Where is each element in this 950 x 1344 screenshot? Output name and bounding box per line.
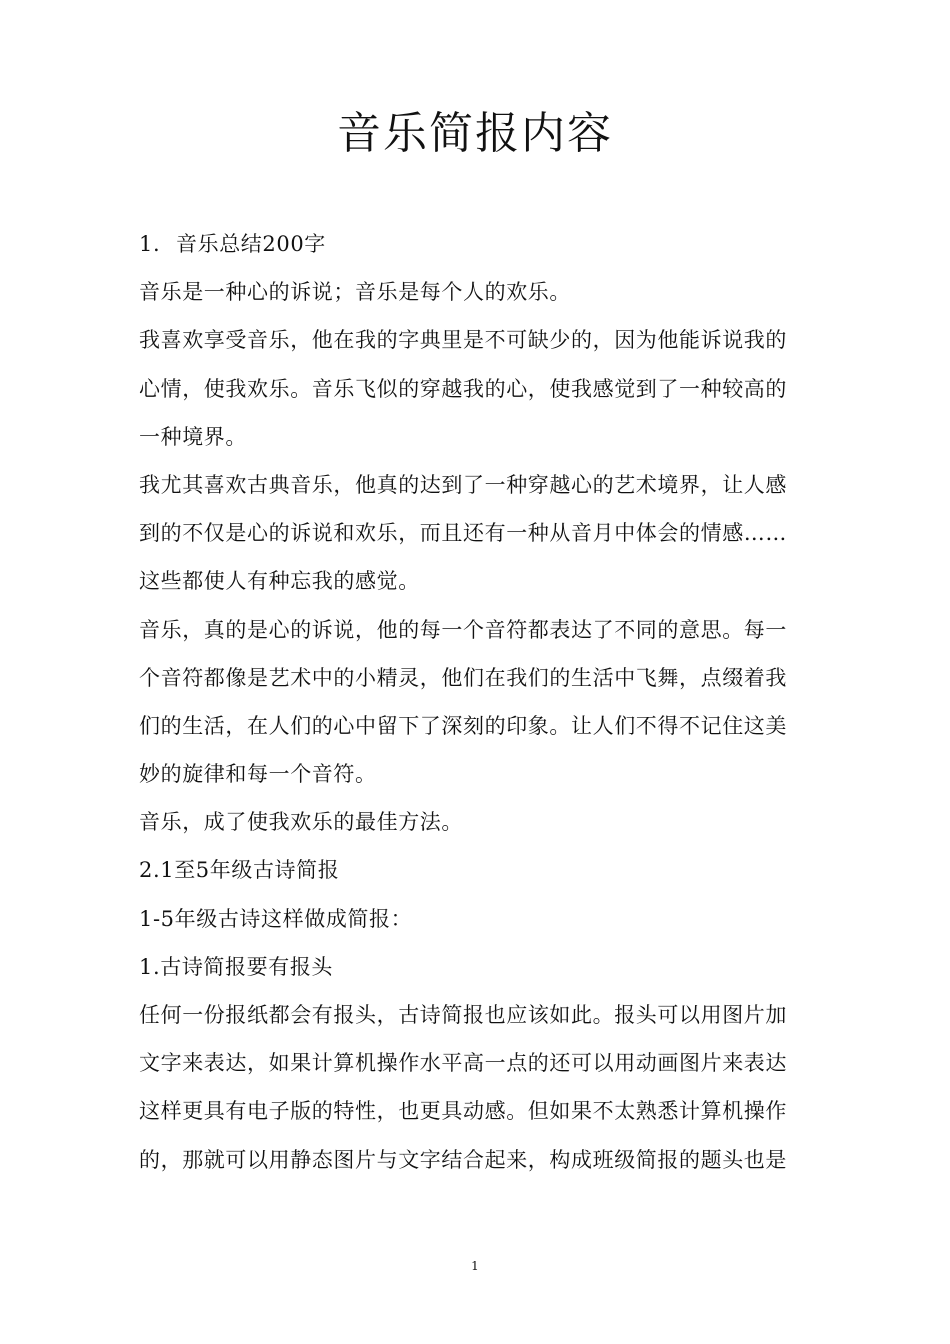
paragraph-line: 一种境界。 (139, 424, 247, 449)
paragraph-line: 的，那就可以用静态图片与文字结合起来，构成班级简报的题头也是 (139, 1147, 787, 1172)
paragraph-line: 个音符都像是艺术中的小精灵，他们在我们的生活中飞舞，点缀着我 (139, 665, 787, 690)
paragraph-line: 任何一份报纸都会有报头，古诗简报也应该如此。报头可以用图片加 (139, 1003, 787, 1027)
paragraph-line: 这样更具有电子版的特性，也更具动感。但如果不太熟悉计算机操作 (139, 1099, 787, 1124)
subsection-heading: 1.古诗简报要有报头 (139, 954, 334, 979)
page-number: 1 (471, 1259, 479, 1273)
section-heading-1 (139, 220, 811, 268)
paragraph-line: 1-5年级古诗这样做成简报： (139, 906, 413, 931)
paragraph-line: 音乐，真的是心的诉说，他的每一个音符都表达了不同的意思。每一 (139, 617, 787, 642)
paragraph-line: 我喜欢享受音乐，他在我的字典里是不可缺少的，因为他能诉说我的 (139, 328, 787, 353)
paragraph-line: 音乐，成了使我欢乐的最佳方法。 (139, 810, 463, 835)
paragraph-line: 文字来表达，如果计算机操作水平高一点的还可以用动画图片来表达 (139, 1051, 787, 1076)
section-heading-text: 音乐总结200字 (176, 232, 326, 256)
paragraph-line: 心情，使我欢乐。音乐飞似的穿越我的心，使我感觉到了一种较高的 (139, 376, 787, 401)
paragraph-line: 们的生活，在人们的心中留下了深刻的印象。让人们不得不记住这美 (139, 713, 787, 738)
paragraph-line: 妙的旋律和每一个音符。 (139, 762, 377, 787)
paragraph-line: 我尤其喜欢古典音乐，他真的达到了一种穿越心的艺术境界，让人感 (139, 472, 787, 497)
document-body (139, 220, 811, 1184)
page-title: 音乐简报内容 (337, 108, 613, 159)
section-number: 1. (139, 232, 161, 256)
paragraph-line: 音乐是一种心的诉说；音乐是每个人的欢乐。 (139, 280, 571, 305)
section-heading-2: 2.1至5年级古诗简报 (139, 858, 340, 883)
paragraph-line: 到的不仅是心的诉说和欢乐，而且还有一种从音月中体会的情感…… (139, 521, 787, 546)
paragraph-line: 这些都使人有种忘我的感觉。 (139, 569, 420, 594)
